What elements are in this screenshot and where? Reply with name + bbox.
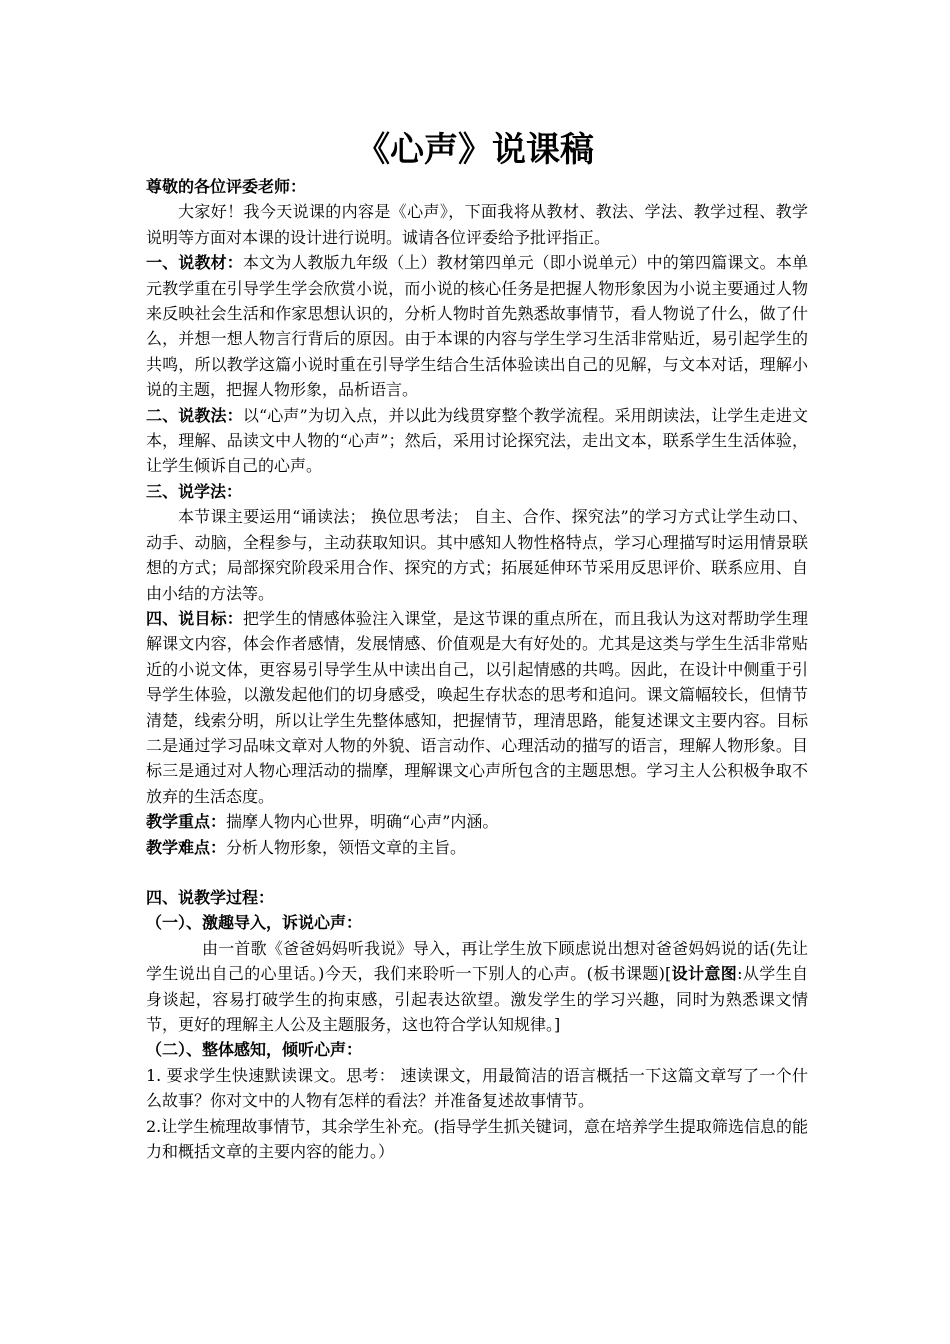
section-objectives	[146, 606, 808, 809]
section-teaching-material	[146, 250, 808, 402]
blank-line	[146, 860, 808, 885]
section-heading: 四、说目标：	[146, 608, 243, 628]
process-step-2-heading: （二）、整体感知，倾听心声：	[146, 1040, 363, 1060]
section-process-heading: 四、说教学过程：	[146, 887, 275, 907]
section-heading: 二、说教法：	[146, 405, 243, 425]
difficulty-text: 分析人物形象，领悟文章的主旨。	[226, 837, 467, 857]
process-step-2-item-1: 1. 要求学生快速默读课文。思考： 速读课文，用最简洁的语言概括一下这篇文章写了一个什么故事？你对文中的人物有怎样的看法？并准备复述故事情节。	[146, 1065, 808, 1111]
process-step-1-text: 由一首歌《爸爸妈妈听我说》导入，再让学生放下顾虑说出想对爸爸妈妈说的话(先让学生说出自己的心里话。)今天，我们来聆听一下别人的心声。(板书课题)[设计意图:从学生自身谈起，容易打破学生的拘束感，引起表达欲望。激发学生的学习兴趣，同时为熟悉课文情节，更好的理解主人公及主题服务，这也符合学认知规律。]	[146, 938, 808, 1034]
section-teaching-method	[146, 403, 808, 479]
key-point-text: 揣摩人物内心世界，明确“心声”内涵。	[226, 812, 499, 832]
section-text: 本文为人教版九年级（上）教材第四单元（即小说单元）中的第四篇课文。本单元教学重在引导学生学会欣赏小说，而小说的核心任务是把握人物形象因为小说主要通过人物来反映社会生活和作家思想认识的，分析人物时首先熟悉故事情节，看人物说了什么，做了什么，并想一想人物言行背后的原因。由于本课的内容与学生学习生活非常贴近，易引起学生的共鸣，所以教学这篇小说时重在引导学生结合生活体验读出自己的见解，与文本对话，理解小说的主题，把握人物形象，品析语言。	[146, 253, 808, 400]
section-text: 把学生的情感体验注入课堂，是这节课的重点所在，而且我认为这对帮助学生理解课文内容，体会作者感情，发展情感、价值观是大有好处的。尤其是这类与学生生活非常贴近的小说文体，更容易引导学生从中读出自己，以引起情感的共鸣。因此，在设计中侧重于引导学生体验，以激发起他们的切身感受，唤起生存状态的思考和追问。课文篇幅较长，但情节清楚，线索分明，所以让学生先整体感知，把握情节，理清思路，能复述课文主要内容。目标二是通过学习品味文章对人物的外貌、语言动作、心理活动的描写的语言，理解人物形象。目标三是通过对人物心理活动的揣摩，理解课文心声所包含的主题思想。学习主人公积极争取不放弃的生活态度。	[146, 608, 808, 806]
process-step-1-heading: （一）、激趣导入，诉说心声：	[146, 913, 363, 933]
difficulty-label: 教学难点：	[146, 837, 227, 857]
intro-paragraph: 大家好！我今天说课的内容是《心声》，下面我将从教材、教法、学法、教学过程、教学说明等方面对本课的设计进行说明。诚请各位评委给予批评指正。	[146, 202, 808, 247]
process-step-2-item-2: 2.让学生梳理故事情节，其余学生补充。(指导学生抓关键词，意在培养学生提取筛选信息的能力和概括文章的主要内容的能力。）	[146, 1116, 808, 1162]
teaching-key-point	[146, 809, 808, 834]
section-learning-method-text: 本节课主要运用“诵读法； 换位思考法； 自主、合作、探究法”的学习方式让学生动口、动手、动脑，全程参与，主动获取知识。其中感知人物性格特点，学习心理描写时运用情景联想的方式；局部探究阶段采用合作、探究的方式；拓展延伸环节采用反思评价、联系应用、自由小结的方法等。	[146, 507, 808, 603]
key-point-label: 教学重点：	[146, 812, 227, 832]
design-intent-label: 设计意图	[671, 964, 738, 984]
document-body	[146, 174, 808, 1164]
section-learning-method-heading: 三、说学法：	[146, 481, 243, 501]
page-title: 《心声》说课稿	[356, 130, 594, 170]
teaching-difficulty	[146, 835, 808, 860]
section-text: 以“心声”为切入点，并以此为线贯穿整个教学流程。采用朗读法，让学生走进文本，理解、品读文中人物的“心声”；然后，采用讨论探究法，走出文本，联系学生生活体验，让学生倾诉自己的心声。	[146, 405, 808, 476]
section-heading: 一、说教材：	[146, 253, 243, 273]
greeting: 尊敬的各位评委老师：	[146, 177, 307, 196]
